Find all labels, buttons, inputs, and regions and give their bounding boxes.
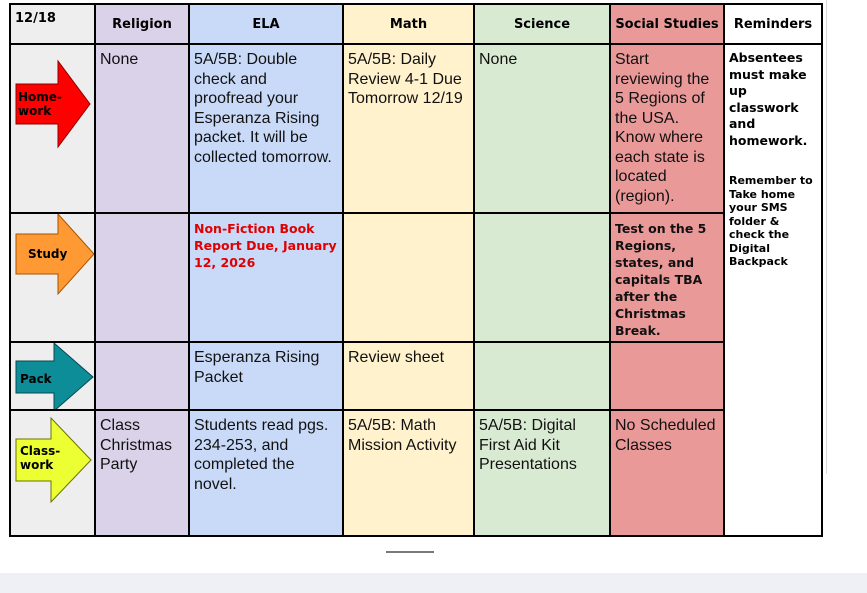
study-row xyxy=(10,213,822,342)
homework-ela: 5A/5B: Double check and proofread your Esperanza Rising packet. It will be collected tomorrow. xyxy=(189,44,343,213)
homework-label-cell xyxy=(10,44,95,213)
science-header: Science xyxy=(474,4,610,44)
scroll-handle[interactable] xyxy=(386,551,434,553)
study-religion xyxy=(95,213,189,342)
classwork-ela: Students read pgs. 234-253, and completed the novel. xyxy=(189,410,343,536)
study-label: Study xyxy=(28,247,68,261)
social-studies-header: Social Studies xyxy=(610,4,724,44)
pack-row xyxy=(10,342,822,410)
pack-ela: Esperanza Rising Packet xyxy=(189,342,343,410)
reminders-header: Reminders xyxy=(724,4,822,44)
homework-religion: None xyxy=(95,44,189,213)
homework-arrow-icon xyxy=(11,45,95,213)
math-header: Math xyxy=(343,4,474,44)
classwork-label-cell xyxy=(10,410,95,536)
study-arrow-icon xyxy=(11,214,95,342)
study-science xyxy=(474,213,610,342)
reminder-absentees: Absentees must make up classwork and homework. xyxy=(729,50,808,148)
classwork-science: 5A/5B: Digital First Aid Kit Presentations xyxy=(474,410,610,536)
study-math xyxy=(343,213,474,342)
classwork-math: 5A/5B: Math Mission Activity xyxy=(343,410,474,536)
classwork-label: Class- work xyxy=(20,444,61,472)
reminder-take-home: Remember to Take home your SMS folder & check the Digital Backpack xyxy=(729,174,813,268)
planner-table xyxy=(9,3,823,537)
pack-science xyxy=(474,342,610,410)
classwork-social-studies: No Scheduled Classes xyxy=(610,410,724,536)
page-edge-line xyxy=(826,0,827,474)
classwork-row xyxy=(10,410,822,536)
classwork-religion: Class Christmas Party xyxy=(95,410,189,536)
reminders-cell xyxy=(724,44,822,536)
study-social-studies: Test on the 5 Regions, states, and capitals TBA after the Christmas Break. xyxy=(610,213,724,342)
classwork-arrow-icon xyxy=(11,411,95,536)
pack-social-studies xyxy=(610,342,724,410)
pack-label: Pack xyxy=(20,372,52,386)
homework-social-studies: Start reviewing the 5 Regions of the USA. Know where each state is located (region). xyxy=(610,44,724,213)
homework-math: 5A/5B: Daily Review 4-1 Due Tomorrow 12/19 xyxy=(343,44,474,213)
ela-header: ELA xyxy=(189,4,343,44)
pack-math: Review sheet xyxy=(343,342,474,410)
study-label-cell xyxy=(10,213,95,342)
study-ela: Non-Fiction Book Report Due, January 12, 2026 xyxy=(189,213,343,342)
date-header: 12/18 xyxy=(10,4,95,44)
pack-label-cell xyxy=(10,342,95,410)
homework-label: Home- work xyxy=(18,90,62,118)
homework-science: None xyxy=(474,44,610,213)
homework-row xyxy=(10,44,822,213)
header-row xyxy=(10,4,822,44)
religion-header: Religion xyxy=(95,4,189,44)
pack-religion xyxy=(95,342,189,410)
bottom-toolbar-band xyxy=(0,573,867,593)
